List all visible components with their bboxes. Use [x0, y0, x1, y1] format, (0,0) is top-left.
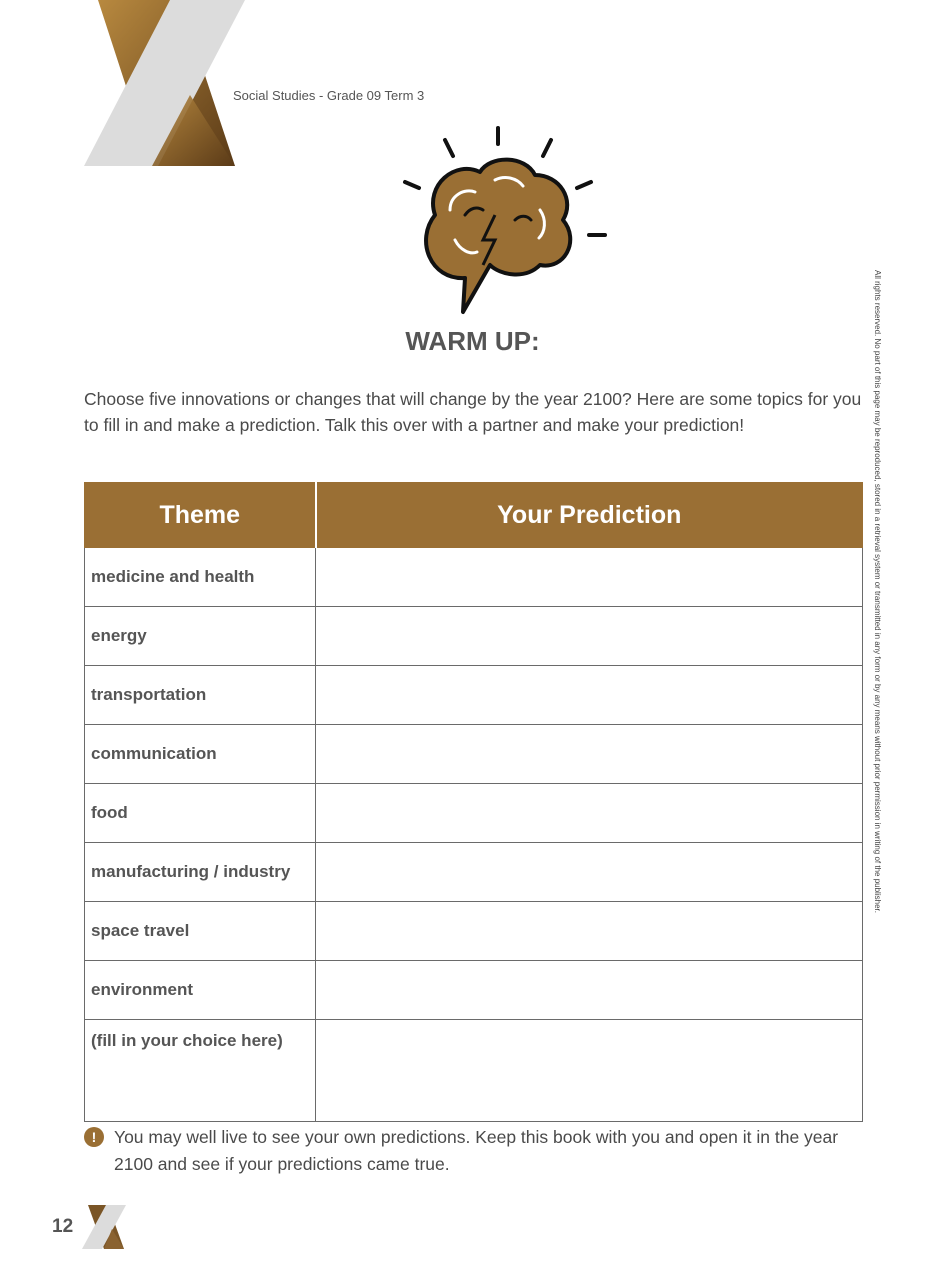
brainstorm-icon [395, 120, 615, 320]
x-logo-icon [80, 0, 250, 170]
theme-cell: space travel [85, 902, 316, 961]
x-logo-small-icon [82, 1205, 128, 1251]
prediction-cell[interactable] [316, 666, 863, 725]
prediction-cell[interactable] [316, 961, 863, 1020]
theme-cell: transportation [85, 666, 316, 725]
prediction-cell[interactable] [316, 1020, 863, 1122]
prediction-cell[interactable] [316, 725, 863, 784]
table-row [85, 784, 863, 843]
header-text: Social Studies - Grade 09 Term 3 [233, 88, 425, 103]
copyright-notice [868, 270, 888, 1010]
prediction-table [84, 482, 863, 1122]
theme-cell: medicine and health [85, 548, 316, 607]
exclamation-icon: ! [84, 1127, 104, 1147]
table-row [85, 607, 863, 666]
theme-cell: manufacturing / industry [85, 843, 316, 902]
table-row [85, 961, 863, 1020]
table-row [85, 843, 863, 902]
theme-cell: communication [85, 725, 316, 784]
table-row [85, 1020, 863, 1122]
header-prediction: Your Prediction [316, 483, 863, 548]
theme-cell: food [85, 784, 316, 843]
note-callout [84, 1124, 864, 1178]
table-row [85, 666, 863, 725]
theme-cell: environment [85, 961, 316, 1020]
copyright-text: All rights reserved. No part of this page may be reproduced, stored in a retrieval system or transmitted in any form or by any means without prior permission in writing of the publisher. [873, 270, 882, 913]
table-row [85, 548, 863, 607]
theme-cell-custom: (fill in your choice here) [85, 1020, 316, 1122]
table-header-row [85, 483, 863, 548]
theme-cell: energy [85, 607, 316, 666]
prediction-cell[interactable] [316, 902, 863, 961]
table-row [85, 725, 863, 784]
prediction-cell[interactable] [316, 843, 863, 902]
page-number: 12 [52, 1216, 74, 1237]
prediction-cell[interactable] [316, 548, 863, 607]
page-title: WARM UP: [405, 326, 540, 356]
prediction-cell[interactable] [316, 607, 863, 666]
table-row [85, 902, 863, 961]
instructions-paragraph: Choose five innovations or changes that will change by the year 2100? Here are some topics for you to fill in and make a prediction. Talk this over with a partner and make your prediction! [84, 389, 862, 435]
note-text: You may well live to see your own predictions. Keep this book with you and open it in the year 2100 and see if your predictions came true. [114, 1127, 839, 1174]
header-theme: Theme [85, 483, 316, 548]
prediction-cell[interactable] [316, 784, 863, 843]
